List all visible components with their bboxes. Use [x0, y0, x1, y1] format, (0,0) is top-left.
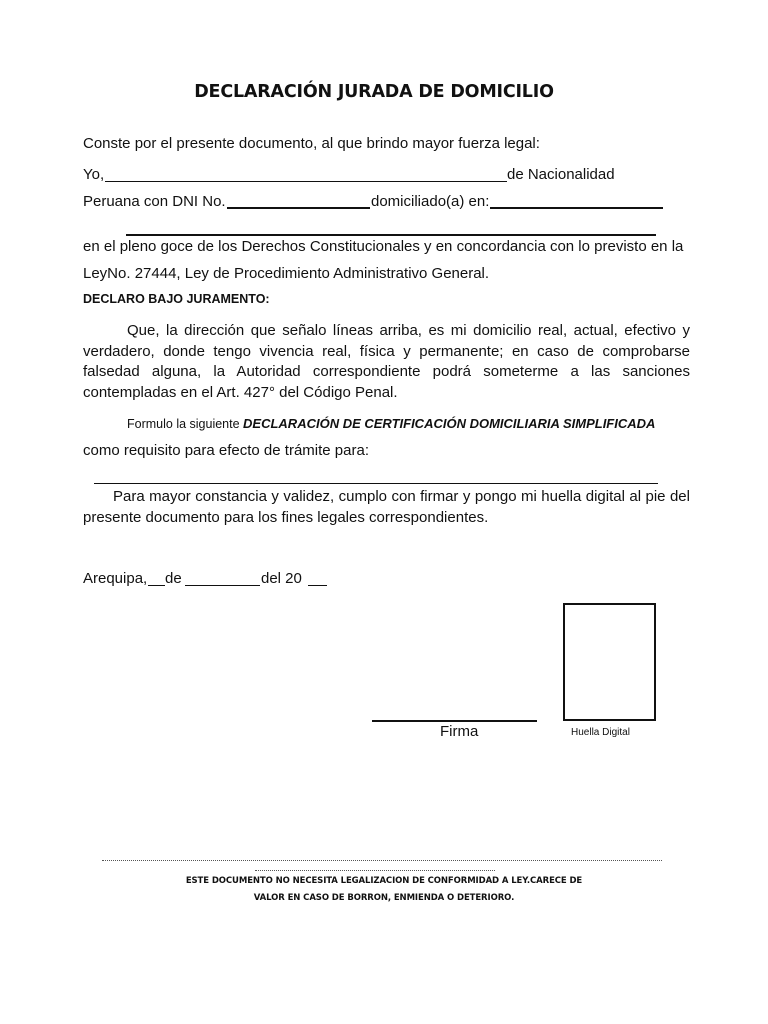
fingerprint-box[interactable] — [563, 603, 656, 721]
domiciliado-label: domiciliado(a) en: — [371, 193, 490, 210]
signature-line[interactable] — [372, 708, 537, 722]
huella-label: Huella Digital — [571, 727, 630, 738]
formulo-prefix: Formulo la siguiente — [127, 417, 244, 431]
firma-label: Firma — [440, 723, 479, 740]
address-continuation-line[interactable] — [126, 222, 656, 236]
tramite-blank-line[interactable] — [94, 471, 658, 484]
declaro-heading: DECLARO BAJO JURAMENTO: — [83, 292, 270, 306]
formulo-line — [127, 415, 655, 433]
footer-dotted-line-short — [255, 865, 495, 871]
yo-label: Yo, — [83, 166, 105, 183]
month-blank-line[interactable] — [185, 570, 260, 586]
fecha-de: de — [165, 570, 182, 587]
formulo-bold-title: DECLARACIÓN DE CERTIFICACIÓN DOMICILIARIA SIMPLIFICADA — [243, 416, 656, 431]
fecha-city: Arequipa, — [83, 570, 148, 587]
ley-text: LeyNo. 27444, Ley de Procedimiento Administrativo General. — [83, 265, 490, 282]
dni-label: Peruana con DNI No. — [83, 193, 226, 210]
intro-text: Conste por el presente documento, al que brindo mayor fuerza legal: — [83, 135, 540, 152]
document-title: DECLARACIÓN JURADA DE DOMICILIO — [194, 82, 554, 102]
pleno-goce-text: en el pleno goce de los Derechos Constitucionales y en concordancia con lo previsto en la — [83, 238, 684, 255]
year-blank-line[interactable] — [308, 570, 327, 586]
day-blank-line[interactable] — [148, 570, 165, 586]
constancia-paragraph: Para mayor constancia y validez, cumplo con firmar y pongo mi huella digital al pie del presente documento para los fines legales correspondientes. — [83, 488, 690, 526]
footer-line-2: VALOR EN CASO DE BORRON, ENMIENDA O DETERIORO. — [253, 893, 515, 903]
name-blank-line[interactable] — [105, 166, 507, 182]
declaration-paragraph: Que, la dirección que señalo líneas arriba, es mi domicilio real, actual, efectivo y verdadero, donde tengo vivencia real, física y permanente; en caso de comprobarse falsedad alguna, la Autoridad correspondiente podrá someterme a las sanciones contempladas en el Art. 427° del Código Penal. — [83, 322, 690, 401]
nacionalidad-label: de Nacionalidad — [507, 166, 615, 183]
footer-line-1: ESTE DOCUMENTO NO NECESITA LEGALIZACION DE CONFORMIDAD A LEY.CARECE DE — [185, 876, 583, 886]
dni-blank-line[interactable] — [227, 193, 370, 209]
fecha-del: del 20 — [261, 570, 302, 587]
address-blank-line[interactable] — [490, 193, 663, 209]
footer-dotted-line — [102, 855, 662, 861]
requisito-text: como requisito para efecto de trámite para: — [83, 442, 369, 459]
